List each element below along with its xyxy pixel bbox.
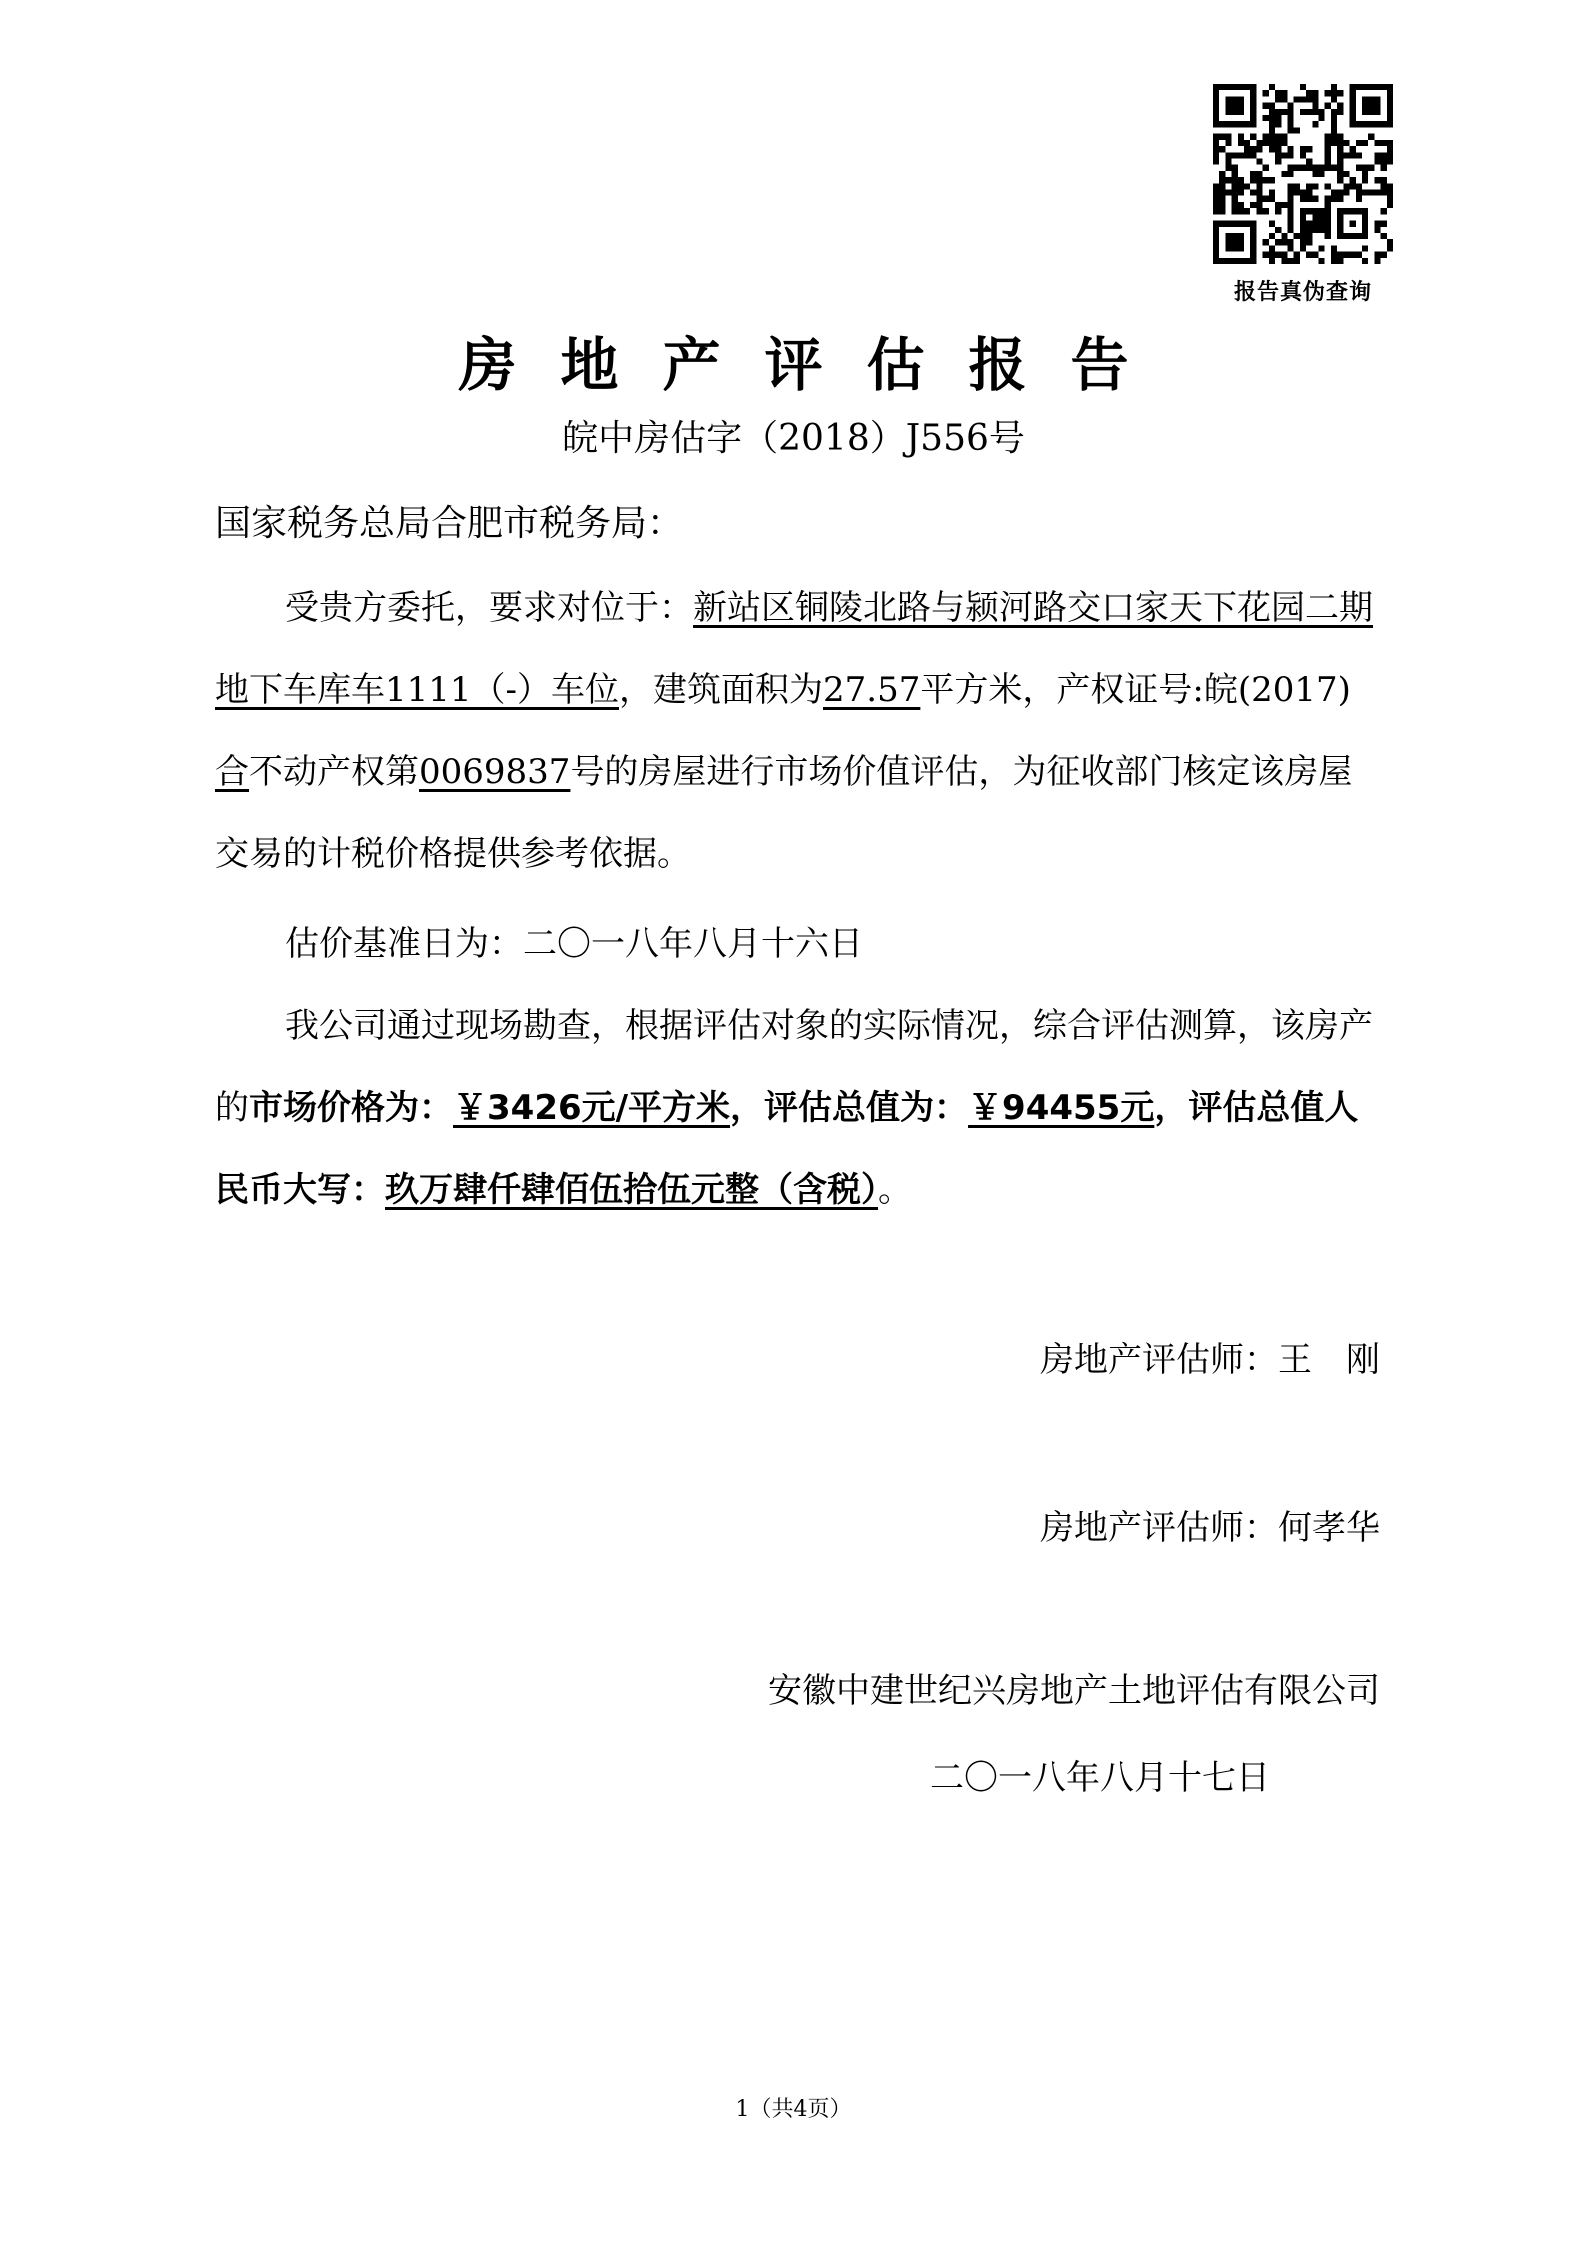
qr-caption: 报告真伪查询 — [1233, 280, 1372, 305]
p3-end: 。 — [878, 1170, 912, 1210]
property-address: 新站区铜陵北路与颍河路交口家天下花园二期地下车库车1111（-）车位 — [215, 588, 1373, 710]
company-name: 安徽中建世纪兴房地产土地评估有限公司 — [768, 1671, 1380, 1711]
report-title: 房地产评估报告 — [458, 331, 1173, 399]
appraiser-label: 房地产评估师： — [1040, 1508, 1278, 1548]
building-area: 27.57 — [823, 670, 921, 710]
appraiser-name: 何孝华 — [1278, 1508, 1380, 1548]
report-date: 二〇一八年八月十七日 — [930, 1758, 1270, 1798]
total-value: ￥94455元 — [968, 1088, 1155, 1128]
appraiser-label: 房地产评估师： — [1040, 1340, 1278, 1380]
unit-price: ￥3426元/平方米 — [453, 1088, 731, 1128]
certificate-number: 0069837 — [419, 752, 571, 792]
p1-cert-mid: 不动产权第 — [249, 752, 419, 792]
total-label: ，评估总值为： — [730, 1088, 969, 1128]
p1-area-suffix: 平方米，产权证号:皖(2017) — [920, 670, 1351, 710]
certificate-city: 合 — [215, 752, 249, 792]
addressee: 国家税务总局合肥市税务局： — [215, 503, 684, 544]
p3-intro: 我公司通过现场勘查，根据评估对象的实际情况，综合评估测算，该房产的 — [215, 1006, 1373, 1128]
page-number: 1 — [735, 2097, 750, 2122]
page-footer — [0, 2092, 1587, 2123]
appraiser-name: 王 刚 — [1278, 1340, 1380, 1380]
page-total: （共4页） — [749, 2097, 852, 2122]
body-paragraph-1 — [215, 567, 1380, 895]
price-label: 市场价格为： — [249, 1088, 453, 1128]
valuation-date-line — [215, 903, 1380, 985]
document-number: 皖中房估字（2018）J556号 — [562, 418, 1025, 459]
body-paragraph-3 — [215, 985, 1380, 1231]
appraiser-signature-1 — [1040, 1332, 1380, 1381]
verification-qr-code[interactable] — [1213, 84, 1393, 264]
appraiser-signature-2 — [1040, 1500, 1380, 1549]
p1-tail: 号的房屋进行市场价值评估，为征收部门核定该房屋交易的计税价格提供参考依据。 — [215, 752, 1353, 874]
valuation-date: 估价基准日为：二〇一八年八月十六日 — [285, 924, 863, 964]
p1-intro: 受贵方委托，要求对位于： — [285, 588, 693, 628]
upper-label: ，评估总值人民币大写： — [215, 1088, 1359, 1210]
p1-area-prefix: ，建筑面积为 — [619, 670, 824, 710]
total-value-uppercase: 玖万肆仟肆佰伍拾伍元整（含税） — [385, 1170, 878, 1210]
